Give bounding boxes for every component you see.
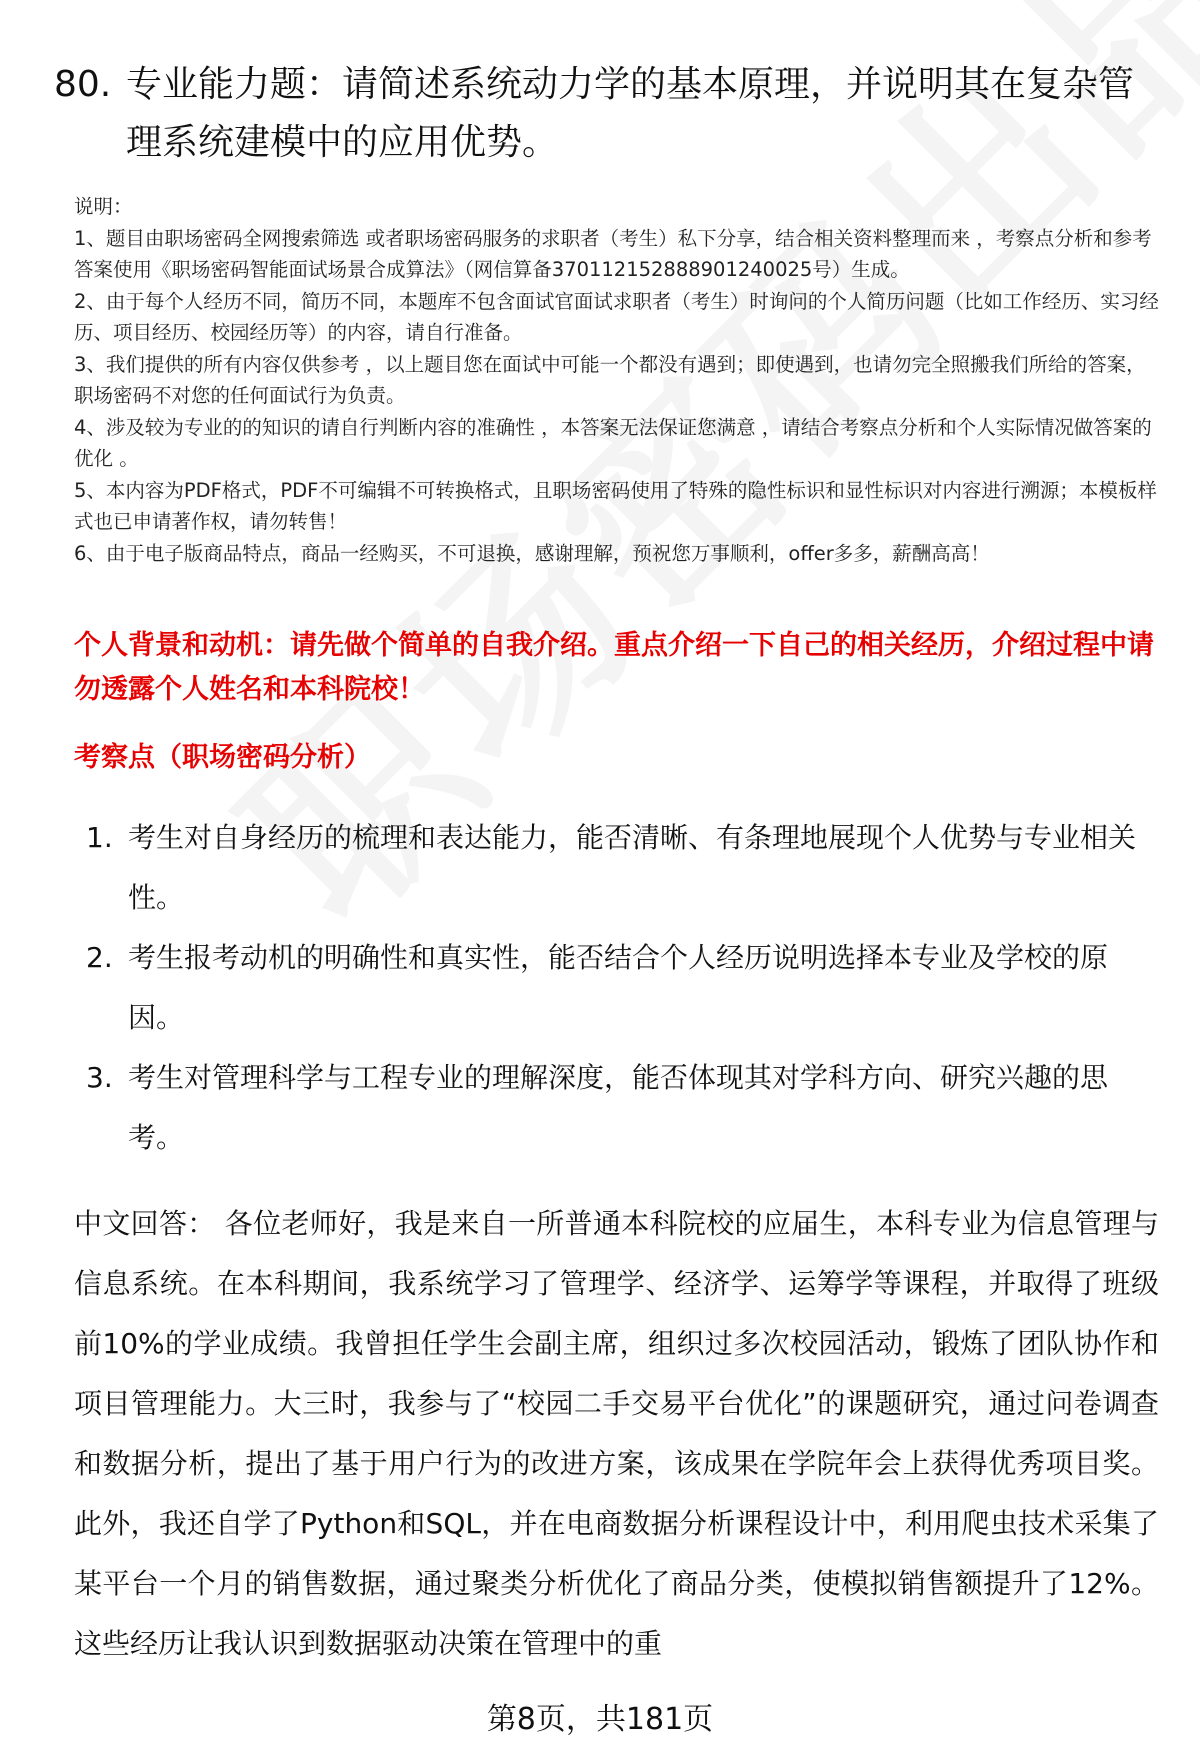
list-item-text: 考生对管理科学与工程专业的理解深度，能否体现其对学科方向、研究兴趣的思考。 xyxy=(128,1061,1109,1154)
answer-section xyxy=(74,1194,1159,1674)
notes-item: 5、本内容为PDF格式，PDF不可编辑不可转换格式，且职场密码使用了特殊的隐性标识和显性标识对内容进行溯源；本模板样式也已申请著作权，请勿转售！ xyxy=(74,478,1157,533)
list-item-number: 1. xyxy=(86,821,113,854)
question xyxy=(54,56,1154,172)
notes-item: 2、由于每个人经历不同，简历不同，本题库不包含面试官面试求职者（考生）时询问的个人简历问题（比如工作经历、实习经历、项目经历、校园经历等）的内容，请自行准备。 xyxy=(74,289,1159,344)
key-points-heading: 考察点（职场密码分析） xyxy=(74,742,371,773)
notes-item: 1、题目由职场密码全网搜索筛选 或者职场密码服务的求职者（考生）私下分享，结合相关资料整理而来 ，考察点分析和参考答案使用《职场密码智能面试场景合成算法》（网信算备370112152888901240025号）生成。 xyxy=(74,226,1152,281)
answer-label: 中文回答： xyxy=(74,1207,216,1240)
question-number: 80. xyxy=(54,64,112,105)
notes-section xyxy=(74,191,1159,569)
question-text: 专业能力题：请简述系统动力学的基本原理，并说明其在复杂管理系统建模中的应用优势。 xyxy=(126,64,1135,163)
list-item xyxy=(74,928,1159,1048)
notes-item: 6、由于电子版商品特点，商品一经购买，不可退换，感谢理解，预祝您万事顺利，offer多多，薪酬高高！ xyxy=(74,541,990,565)
page-footer: 第8页，共181页 xyxy=(486,1702,714,1737)
key-points-list xyxy=(74,808,1159,1168)
answer-text: 各位老师好，我是来自一所普通本科院校的应届生，本科专业为信息管理与信息系统。在本科期间，我系统学习了管理学、经济学、运筹学等课程，并取得了班级前10%的学业成绩。我曾担任学生会副主席，组织过多次校园活动，锻炼了团队协作和项目管理能力。大三时，我参与了“校园二手交易平台优化”的课题研究，通过问卷调查和数据分析，提出了基于用户行为的改进方案，该成果在学院年会上获得优秀项目奖。此外，我还自学了Python和SQL，并在电商数据分析课程设计中，利用爬虫技术采集了某平台一个月的销售数据，通过聚类分析优化了商品分类，使模拟销售额提升了12%。这些经历让我认识到数据驱动决策在管理中的重 xyxy=(74,1207,1159,1660)
notes-title: 说明： xyxy=(74,195,133,218)
list-item xyxy=(74,808,1159,928)
list-item-text: 考生报考动机的明确性和真实性，能否结合个人经历说明选择本专业及学校的原因。 xyxy=(128,941,1109,1034)
answer-paragraph xyxy=(74,1194,1159,1674)
list-item-text: 考生对自身经历的梳理和表达能力，能否清晰、有条理地展现个人优势与专业相关性。 xyxy=(128,821,1137,914)
list-item-number: 3. xyxy=(86,1061,113,1094)
list-item xyxy=(74,1048,1159,1168)
notes-item: 4、涉及较为专业的的知识的请自行判断内容的准确性 ，本答案无法保证您满意 ，请结合考察点分析和个人实际情况做答案的优化 。 xyxy=(74,415,1152,470)
background-heading: 个人背景和动机：请先做个简单的自我介绍。重点介绍一下自己的相关经历，介绍过程中请勿透露个人姓名和本科院校！ xyxy=(74,630,1154,705)
notes-item: 3、我们提供的所有内容仅供参考 ，以上题目您在面试中可能一个都没有遇到；即使遇到，也请勿完全照搬我们所给的答案，职场密码不对您的任何面试行为负责。 xyxy=(74,352,1146,407)
list-item-number: 2. xyxy=(86,941,113,974)
